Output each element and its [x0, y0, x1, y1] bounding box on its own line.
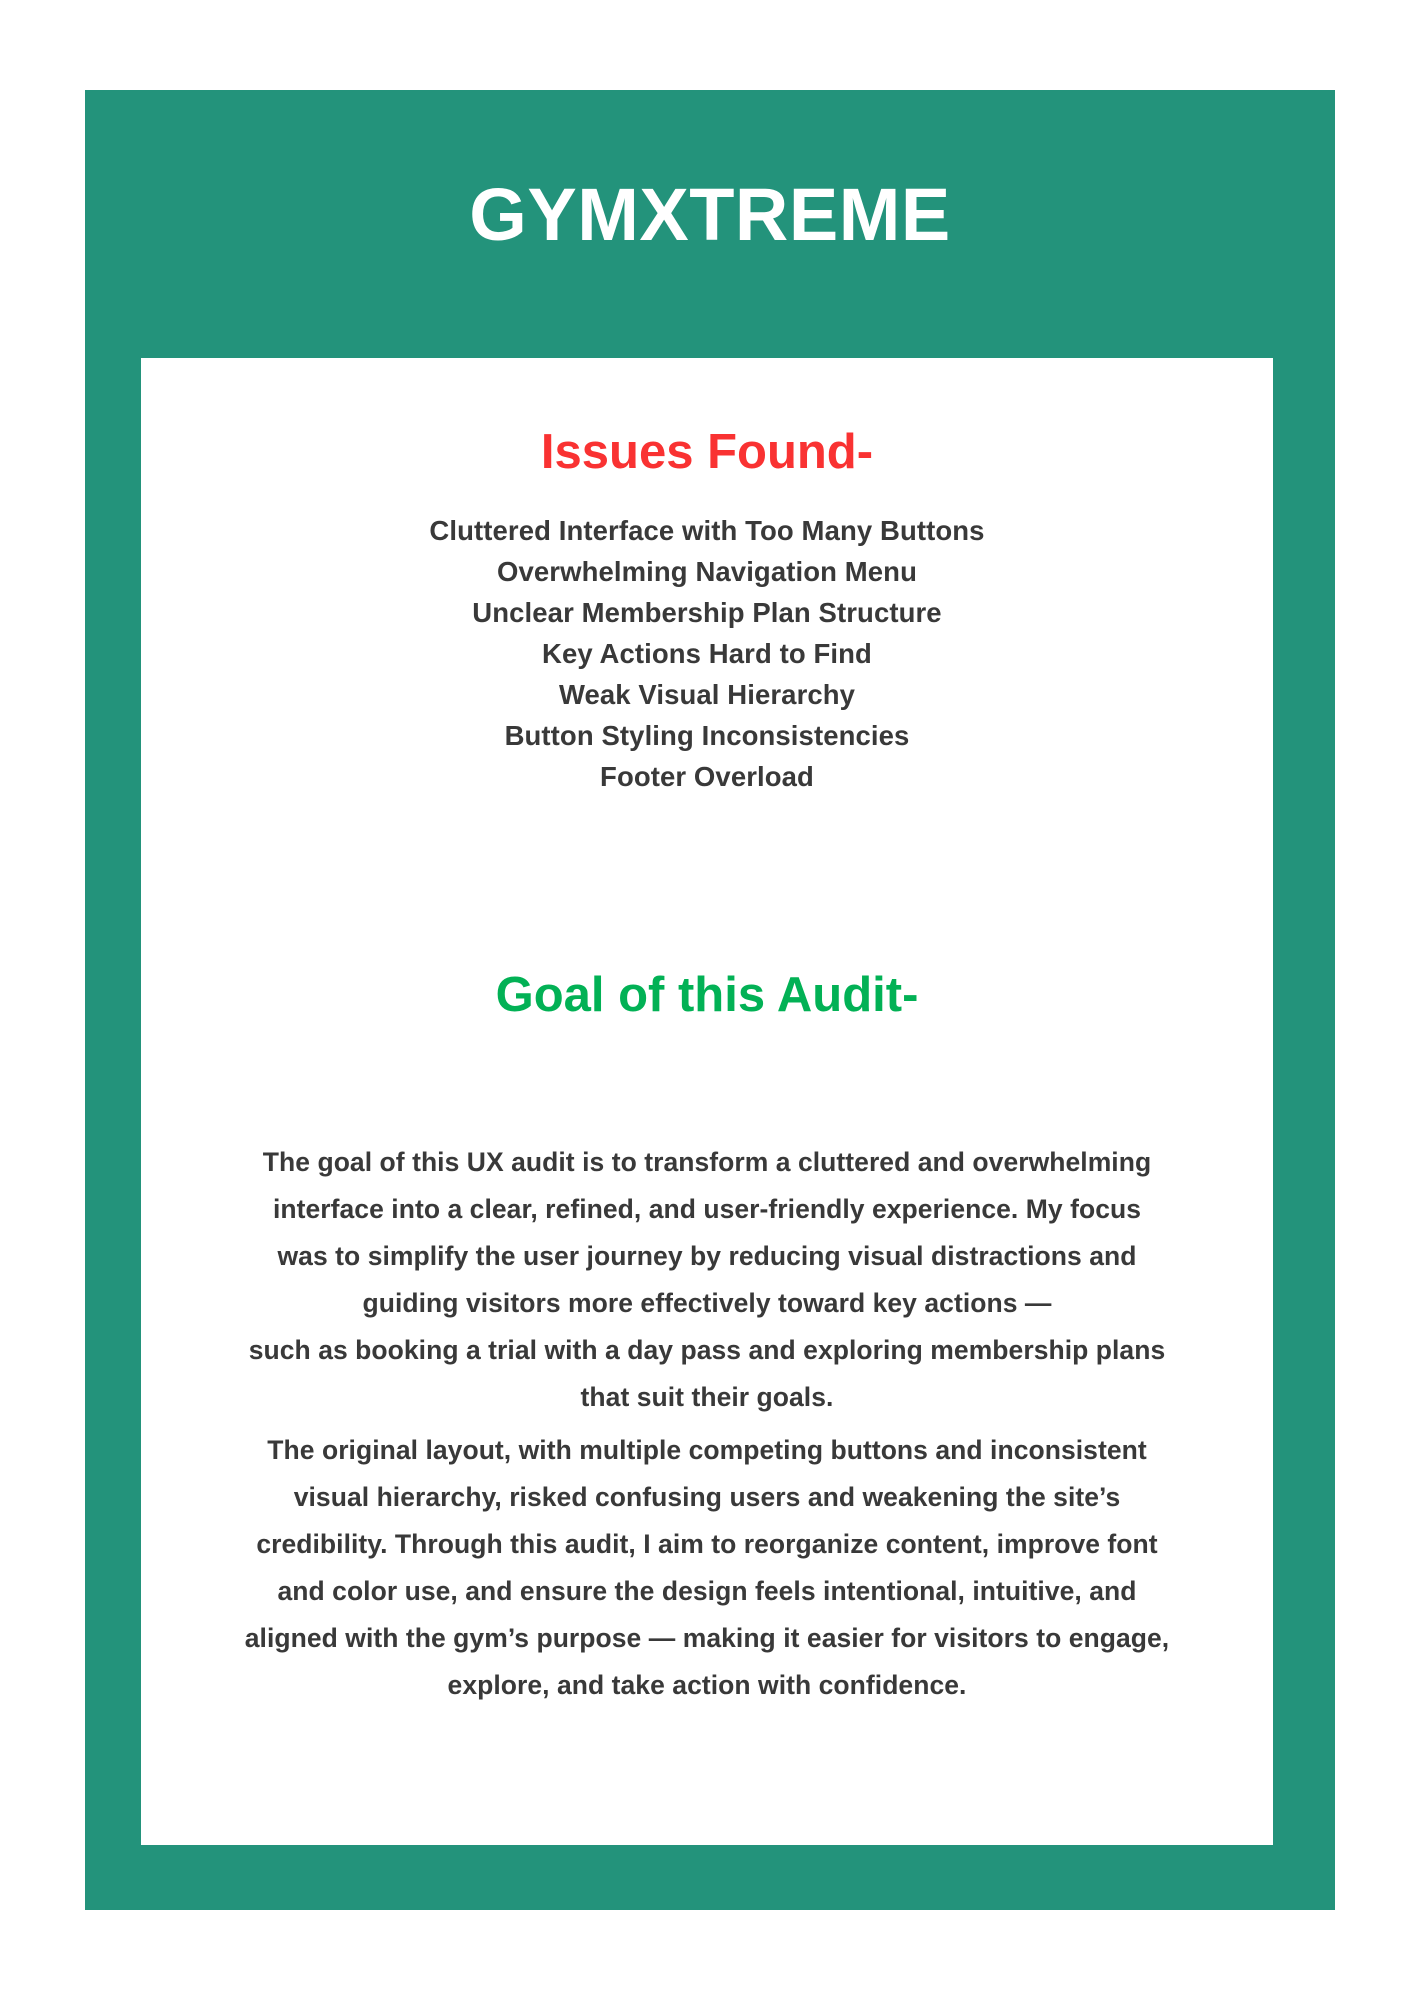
goal-paragraph-line: and color use, and ensure the design feels intentional, intuitive, and: [277, 1575, 1137, 1606]
list-item: Weak Visual Hierarchy: [558, 679, 856, 711]
section-spacer: [199, 797, 1215, 967]
poster-teal-panel: [85, 90, 1335, 1910]
list-item: Unclear Membership Plan Structure: [472, 597, 942, 629]
goal-paragraph-line: that suit their goals.: [580, 1381, 834, 1412]
list-item: Footer Overload: [600, 761, 814, 793]
goal-paragraph-line: explore, and take action with confidence.: [447, 1669, 967, 1700]
goal-paragraph-line: guiding visitors more effectively toward key actions —: [362, 1287, 1052, 1318]
brand-title: GYMXTREME: [469, 173, 951, 256]
goal-of-audit-heading: Goal of this Audit-: [495, 968, 919, 1023]
list-item: Overwhelming Navigation Menu: [497, 556, 917, 588]
issues-found-list: [199, 510, 1215, 797]
brand-header: [85, 90, 1335, 358]
issues-found-heading: Issues Found-: [540, 425, 874, 479]
content-card: [141, 358, 1273, 1845]
goal-body-text: [199, 1142, 1215, 1706]
goal-paragraph-line: such as booking a trial with a day pass and exploring membership plans: [248, 1334, 1166, 1365]
goal-paragraph-line: credibility. Through this audit, I aim to reorganize content, improve font: [256, 1528, 1158, 1559]
goal-paragraph-line: visual hierarchy, risked confusing users and weakening the site’s: [293, 1481, 1121, 1512]
goal-paragraph-line: was to simplify the user journey by reducing visual distractions and: [277, 1240, 1137, 1271]
goal-paragraph-line: The goal of this UX audit is to transform a cluttered and overwhelming: [262, 1146, 1152, 1177]
list-item: Key Actions Hard to Find: [542, 638, 872, 670]
goal-paragraph-line: The original layout, with multiple competing buttons and inconsistent: [267, 1434, 1147, 1465]
list-item: Cluttered Interface with Too Many Buttons: [429, 515, 985, 547]
goal-paragraph-line: interface into a clear, refined, and user-friendly experience. My focus: [272, 1193, 1142, 1224]
goal-paragraph-line: aligned with the gym’s purpose — making it easier for visitors to engage,: [244, 1622, 1170, 1653]
list-item: Button Styling Inconsistencies: [504, 720, 910, 752]
